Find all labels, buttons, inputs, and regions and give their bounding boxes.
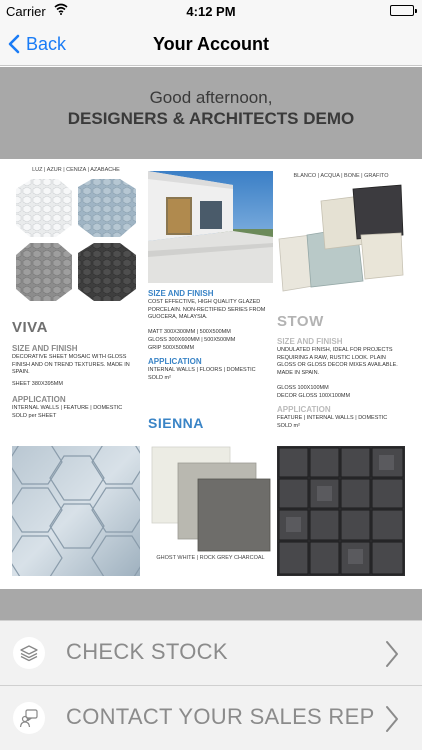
check-stock-button[interactable] [0, 620, 422, 685]
contact-sales-rep-label: CONTACT YOUR SALES REP [66, 704, 375, 729]
viva-sheet-size: SHEET 380X395MM [12, 381, 63, 387]
sienna-size-heading: SIZE AND FINISH [148, 289, 214, 298]
stow-application-text: FEATURE | INTERNAL WALLS | DOMESTIC [277, 415, 388, 421]
viva-column [12, 159, 140, 589]
stow-tile-samples [277, 183, 405, 303]
sienna-sold-unit: SOLD m² [148, 375, 171, 381]
sienna-matt-size: MATT 300X300MM | 500X500MM [148, 329, 231, 335]
sienna-title: SIENNA [148, 415, 204, 431]
stow-tile-photo [277, 446, 405, 576]
greeting [0, 87, 422, 129]
viva-hexagon-swatches [12, 177, 140, 305]
sienna-gloss-size: GLOSS 300X600MM | 500X500MM [148, 337, 236, 343]
viva-size-text: DECORATIVE SHEET MOSAIC WITH GLOSS FINISH AND ON TREND TEXTURES. MADE IN SPAIN. [12, 354, 130, 375]
back-button[interactable] [8, 30, 66, 58]
viva-swatch-names: LUZ | AZUR | CENIZA | AZABACHE [32, 167, 120, 173]
greeting-line: Good afternoon, [149, 88, 273, 107]
carrier-label: Carrier [6, 4, 46, 19]
layers-icon [13, 637, 45, 669]
navigation-bar [0, 22, 422, 66]
contact-sales-rep-button[interactable] [0, 685, 422, 750]
battery-icon [390, 5, 414, 16]
main-panel [0, 67, 422, 620]
action-list [0, 620, 422, 750]
sienna-room-photo [148, 171, 273, 283]
stow-application-heading: APPLICATION [277, 405, 331, 414]
sienna-color-names: GHOST WHITE | ROCK GREY CHARCOAL [156, 555, 265, 561]
status-bar [0, 0, 422, 22]
sienna-column [148, 159, 273, 589]
stow-swatch-names: BLANCO | ACQUA | BONE | GRAFITO [293, 173, 389, 179]
sienna-application-heading: APPLICATION [148, 357, 202, 366]
chat-person-icon [13, 702, 45, 734]
chevron-left-icon [8, 34, 20, 54]
viva-application-heading: APPLICATION [12, 395, 66, 404]
account-name: DESIGNERS & ARCHITECTS DEMO [67, 109, 355, 128]
sienna-tile-samples [148, 445, 273, 553]
sienna-grip-size: GRIP 500X500MM [148, 345, 195, 351]
stow-decor-size: DECOR GLOSS 100X100MM [277, 393, 351, 399]
viva-tile-photo [12, 446, 140, 576]
check-stock-label: CHECK STOCK [66, 639, 228, 664]
viva-sold-unit: SOLD per SHEET [12, 413, 57, 419]
page-title: Your Account [153, 34, 269, 54]
chevron-right-icon [384, 705, 400, 733]
stow-sold-unit: SOLD m² [277, 423, 300, 429]
chevron-right-icon [384, 640, 400, 668]
viva-application-text: INTERNAL WALLS | FEATURE | DOMESTIC [12, 405, 123, 411]
viva-size-heading: SIZE AND FINISH [12, 344, 78, 353]
back-label: Back [26, 33, 67, 54]
stow-title: STOW [277, 313, 324, 330]
sienna-application-text: INTERNAL WALLS | FLOORS | DOMESTIC [148, 367, 256, 373]
sienna-size-text: COST EFFECTIVE, HIGH QUALITY GLAZED PORCELAIN. NON-RECTIFIED SERIES FROM GUOCERA, MALAYSIA. [148, 299, 266, 320]
stow-column [277, 159, 405, 589]
stow-size-text: UNDULATED FINISH, IDEAL FOR PROJECTS REQUIRING A RAW, RUSTIC LOOK. PLAIN GLOSS OR GLOSS DECOR MIXES AVAILABLE. MADE IN SPAIN. [277, 347, 398, 376]
stow-size-heading: SIZE AND FINISH [277, 337, 343, 346]
viva-title: VIVA [12, 319, 48, 336]
status-time: 4:12 PM [186, 4, 236, 19]
stow-gloss-size: GLOSS 100X100MM [277, 385, 329, 391]
product-catalog-image[interactable] [0, 159, 422, 589]
